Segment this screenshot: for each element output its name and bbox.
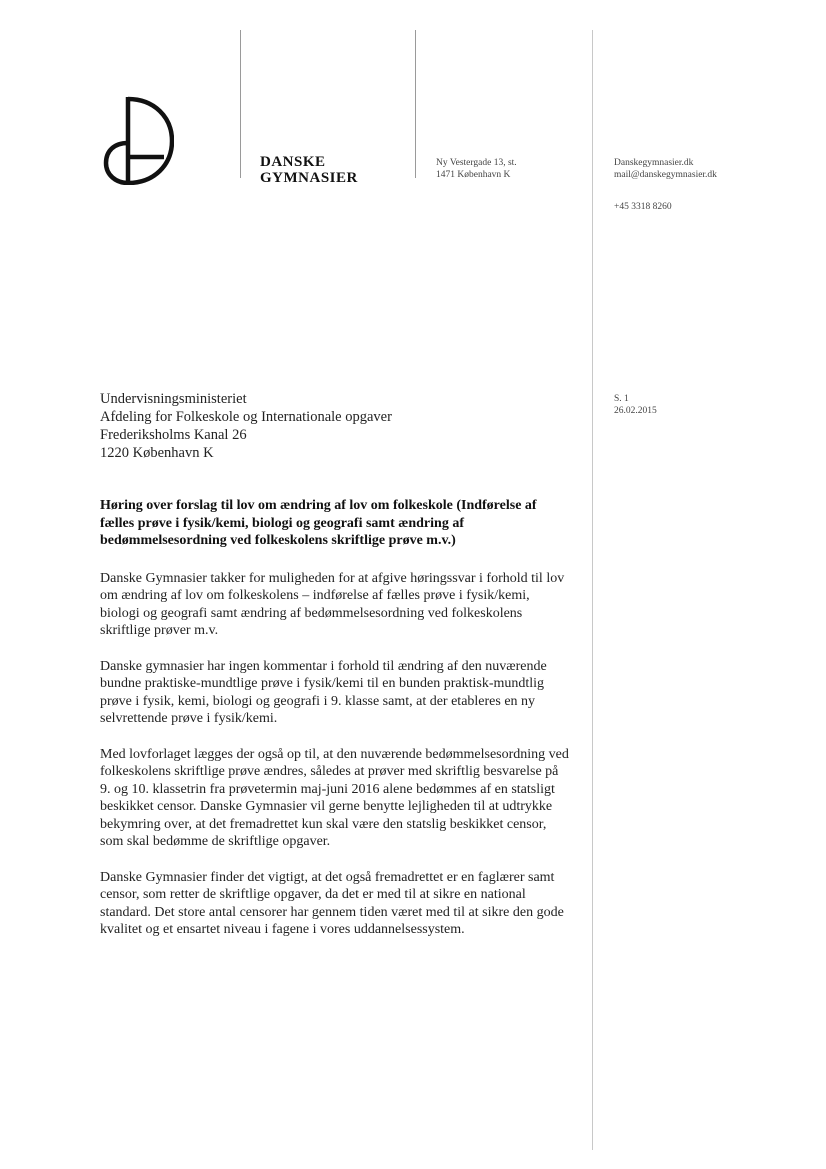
page-number: S. 1 (614, 394, 629, 404)
org-name-line-1: DANSKE (260, 154, 326, 170)
email-link[interactable]: mail@danskegymnasier.dk (614, 170, 717, 180)
recipient-line: Undervisningsministeriet (100, 391, 247, 407)
letter-body (100, 497, 570, 957)
header-divider-left (240, 30, 241, 178)
body-paragraph: Danske Gymnasier takker for muligheden for at afgive høringssvar i forhold til lov om ændring af lov om folkeskolens – indførelse af fælles prøve i fysik/kemi, biologi og geografi samt ændring af bedømmelsesordning ved folkeskolens skriftlige prøver m.v. (100, 570, 565, 638)
address-street: Ny Vestergade 13, st. (436, 158, 517, 168)
page-meta (614, 393, 657, 417)
header-divider-middle (415, 30, 416, 178)
recipient-address (100, 390, 392, 462)
recipient-line: 1220 København K (100, 445, 214, 461)
org-name-line-2: GYMNASIER (260, 170, 358, 186)
website-link[interactable]: Danskegymnasier.dk (614, 158, 694, 168)
contact-info (614, 157, 717, 181)
dg-monogram-logo-icon (102, 95, 174, 185)
body-paragraph: Med lovforlaget lægges der også op til, at den nuværende bedømmelsesordning ved folkeskolens skriftlige prøve ændres, således at prøver med skriftlig besvarelse på 9. og 10. klassetrin fra prøvetermin maj-juni 2016 alene bedømmes af en statsligt beskikket censor. Danske Gymnasier vil gerne benytte lejligheden til at udtrykke bekymring over, at det fremadrettet kun skal være den statslig beskikket censor, som skal bedømme de skriftlige opgaver. (100, 746, 569, 849)
letter-date: 26.02.2015 (614, 406, 657, 416)
postal-address (436, 157, 517, 181)
recipient-line: Afdeling for Folkeskole og Internationale opgaver (100, 409, 392, 425)
address-city: 1471 København K (436, 170, 511, 180)
recipient-line: Frederiksholms Kanal 26 (100, 427, 247, 443)
margin-divider (592, 30, 593, 1150)
letter-subject: Høring over forslag til lov om ændring af lov om folkeskole (Indførelse af fælles prøve i fysik/kemi, biologi og geografi samt ændring af bedømmelsesordning ved folkeskolens skriftlige prøve m.v.) (100, 498, 537, 548)
body-paragraph: Danske Gymnasier finder det vigtigt, at det også fremadrettet er en faglærer samt censor, som retter de skriftlige opgaver, da det er med til at sikre en national standard. Det store antal censorer har gennem tiden været med til at sikre den gode kvalitet og et ensartet niveau i fagene i vores uddannelsessystem. (100, 869, 564, 937)
body-paragraph: Danske gymnasier har ingen kommentar i forhold til ændring af den nuværende bundne praktiske-mundtlige prøve i fysik/kemi til en bunden praktisk-mundtlig prøve i fysik, kemi, biologi og geografi i 9. klasse samt, at der etableres en ny selvrettende prøve i fysik/kemi. (100, 658, 547, 726)
organization-name (260, 154, 358, 186)
phone-number: +45 3318 8260 (614, 202, 672, 212)
